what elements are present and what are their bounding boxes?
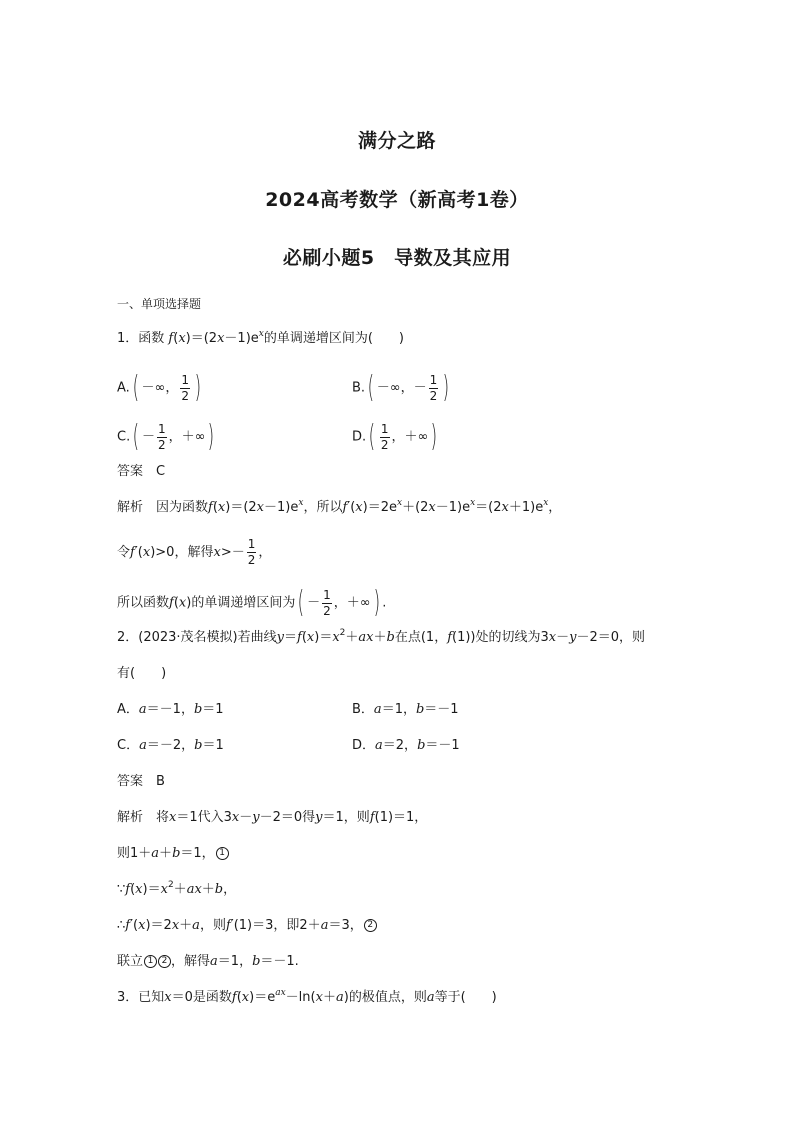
- q2-solution-5: 联立 1 2 ，解得a＝1，b＝－1.: [117, 954, 299, 969]
- q2-solution-4: ∴f′(x)＝2x＋a，则f′(1)＝3，即2＋a＝3， 2: [117, 917, 377, 935]
- circled-number-2-ref: 2: [158, 955, 171, 968]
- q1-option-d: D.( $\frac{1}{2}$ ，＋∞): [352, 419, 438, 454]
- q1-option-c: C.( － $\frac{1}{2}$ ，＋∞): [117, 419, 215, 454]
- q2-option-a: A．a＝－1，b＝1: [117, 702, 224, 717]
- q3-stem: 3．已知x＝0是函数$f(x)=e^{ax}-\ln(x+a)$的极值点，则a等于( ): [117, 988, 497, 1005]
- circled-number-1: 1: [216, 847, 229, 860]
- page-title-1: 满分之路: [357, 130, 436, 152]
- q1-stem: 1．函数 $f(x)=(2x-1)e^x$的单调递增区间为( ): [117, 329, 404, 346]
- section-heading: 一、单项选择题: [117, 297, 202, 311]
- q2-solution-3: $\because f(x)=x^2+ax+b$，: [117, 880, 237, 897]
- q1-solution-3: 所以函数f(x)的单调递增区间为( － $\frac{1}{2}$ ，＋∞) .: [117, 585, 387, 620]
- q2-solution-2: 则1＋a＋b＝1， 1: [117, 845, 229, 863]
- q2-option-d: D．a＝2，b＝－1: [352, 738, 460, 753]
- q1-solution-2: 令f′(x)>0，解得x>－ $\frac{1}{2}$ ，: [117, 537, 272, 567]
- page-title-3: 必刷小题5 导数及其应用: [282, 247, 512, 269]
- q1-option-a: A.( －∞， $\frac{1}{2}$ ): [117, 370, 202, 405]
- q1-solution-1: 解析 因为函数$f(x)=(2x-1)e^x$，所以$f'(x)=2e^x+(2x-1)e^x=(2x+1)e^x$，: [117, 498, 562, 515]
- q1-option-b: B.( －∞，－ $\frac{1}{2}$ ): [352, 370, 450, 405]
- circled-number-2: 2: [364, 919, 377, 932]
- q2-option-b: B．a＝1，b＝－1: [352, 702, 459, 717]
- q2-solution-1: 解析 将x＝1代入3x－y－2＝0得y＝1，则f(1)＝1，: [117, 810, 428, 825]
- q2-stem-line2: 有( ): [117, 666, 167, 681]
- circled-number-1-ref: 1: [144, 955, 157, 968]
- q2-stem-line1: 2．(2023·茂名模拟)若曲线$y=f(x)=x^2+ax+b$在点(1，f(1))处的切线为3x－y－2＝0，则: [117, 628, 646, 645]
- page-title-2: 2024高考数学（新高考1卷）: [265, 189, 529, 211]
- q2-answer: 答案 B: [117, 774, 165, 789]
- q2-option-c: C．a＝－2，b＝1: [117, 738, 224, 753]
- q1-answer: 答案 C: [117, 464, 166, 479]
